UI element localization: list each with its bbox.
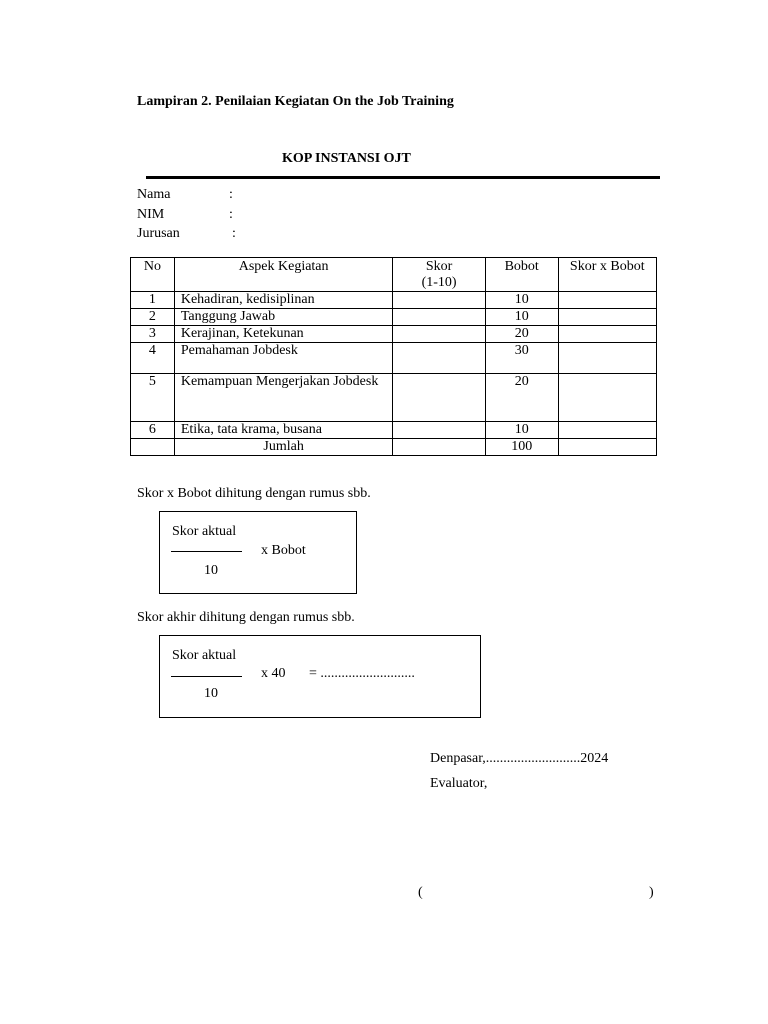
formula1-multiplier: x Bobot [261, 543, 306, 558]
field-label-jurusan: Jurusan [137, 226, 180, 241]
cell-skor [393, 422, 485, 439]
total-label: Jumlah [174, 439, 393, 456]
field-colon-jurusan: : [232, 226, 236, 241]
field-colon-nama: : [229, 187, 233, 202]
table-row [131, 309, 657, 326]
cell-skor-x-bobot [558, 374, 656, 422]
signature-role: Evaluator, [430, 776, 488, 791]
formula1-intro: Skor x Bobot dihitung dengan rumus sbb. [137, 486, 371, 501]
cell-no: 1 [131, 292, 175, 309]
table-row [131, 343, 657, 374]
cell-skor [393, 343, 485, 374]
cell-skor [393, 309, 485, 326]
table-row [131, 374, 657, 422]
cell-no: 4 [131, 343, 175, 374]
cell-no: 2 [131, 309, 175, 326]
header-skor [393, 258, 485, 292]
table-total-row [131, 439, 657, 456]
table-row [131, 422, 657, 439]
cell-bobot: 10 [485, 422, 558, 439]
field-label-nama: Nama [137, 187, 171, 202]
header-aspek: Aspek Kegiatan [174, 258, 393, 292]
formula1-fraction-line [171, 551, 242, 552]
formula2-result: = ........................... [309, 666, 415, 681]
formula2-numerator: Skor aktual [172, 648, 237, 663]
field-label-nim: NIM [137, 207, 165, 222]
signature-open-paren: ( [418, 885, 423, 900]
cell-skor-x-bobot [558, 343, 656, 374]
formula2-fraction-line [171, 676, 242, 677]
cell-skor-x-bobot [558, 439, 656, 456]
total-bobot: 100 [485, 439, 558, 456]
cell-skor-x-bobot [558, 422, 656, 439]
assessment-table [130, 257, 657, 456]
cell-skor-x-bobot [558, 292, 656, 309]
cell-no: 3 [131, 326, 175, 343]
kop-divider [146, 176, 660, 179]
signature-place-date: Denpasar,...........................2024 [430, 751, 609, 766]
cell-bobot: 20 [485, 374, 558, 422]
table-row [131, 292, 657, 309]
table-row [131, 326, 657, 343]
cell-aspek: Kehadiran, kedisiplinan [174, 292, 393, 309]
cell-skor [393, 292, 485, 309]
formula2-multiplier: x 40 [261, 666, 286, 681]
formula2-denominator: 10 [204, 686, 218, 701]
cell-skor-x-bobot [558, 309, 656, 326]
header-skor-line1: Skor [425, 259, 453, 274]
header-skor-x-bobot: Skor x Bobot [558, 258, 656, 292]
cell-bobot: 10 [485, 309, 558, 326]
cell-bobot: 20 [485, 326, 558, 343]
signature-close-paren: ) [649, 885, 654, 900]
cell-bobot: 30 [485, 343, 558, 374]
cell-no: 6 [131, 422, 175, 439]
cell-skor [393, 326, 485, 343]
cell-no: 5 [131, 374, 175, 422]
field-colon-nim: : [229, 207, 233, 222]
formula1-denominator: 10 [204, 563, 218, 578]
cell-bobot: 10 [485, 292, 558, 309]
cell-skor [393, 374, 485, 422]
cell-aspek: Kemampuan Mengerjakan Jobdesk [174, 374, 393, 422]
header-no: No [131, 258, 175, 292]
header-skor-line2: (1-10) [421, 275, 457, 290]
document-title: Lampiran 2. Penilaian Kegiatan On the Job Training [137, 94, 454, 109]
formula1-numerator: Skor aktual [172, 524, 237, 539]
cell-aspek: Tanggung Jawab [174, 309, 393, 326]
cell-aspek: Etika, tata krama, busana [174, 422, 393, 439]
cell-aspek: Kerajinan, Ketekunan [174, 326, 393, 343]
cell-skor-x-bobot [558, 326, 656, 343]
cell-aspek: Pemahaman Jobdesk [174, 343, 393, 374]
cell-skor [393, 439, 485, 456]
cell-no-empty [131, 439, 175, 456]
formula2-intro: Skor akhir dihitung dengan rumus sbb. [137, 610, 355, 625]
table-header-row [131, 258, 657, 292]
kop-heading: KOP INSTANSI OJT [282, 151, 411, 166]
header-bobot: Bobot [485, 258, 558, 292]
